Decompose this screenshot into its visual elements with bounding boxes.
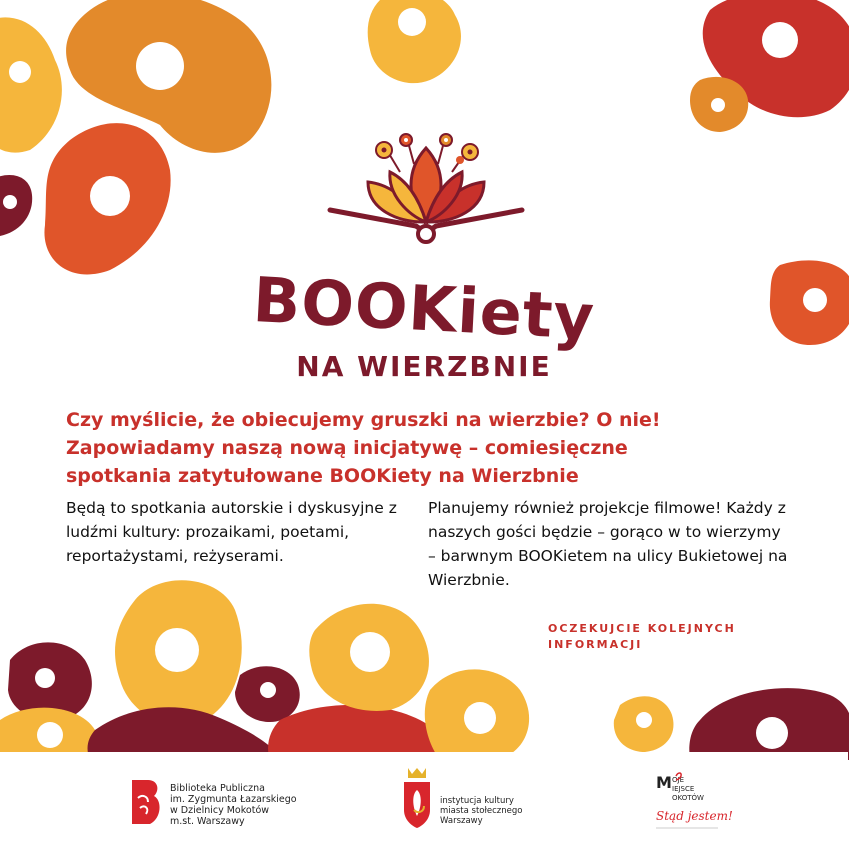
svg-text:M: M: [656, 773, 672, 792]
bouquet-book-logo: [328, 130, 524, 248]
call-to-action: OCZEKUJCIE KOLEJNYCH INFORMACJI: [548, 622, 736, 651]
top-center-flower: [368, 0, 461, 83]
flower-yellow-top-left: [0, 17, 62, 152]
svg-text:IEJSCE: IEJSCE: [672, 785, 695, 793]
svg-text:OJE: OJE: [672, 776, 684, 784]
warsaw-coat-of-arms-icon: [402, 766, 432, 828]
bottom-flowers: [0, 580, 849, 760]
warsaw-institution-text: instytucja kultury miasta stołecznego Warszawy: [440, 796, 523, 826]
intro-text: Czy myślicie, że obiecujemy gruszki na wierzbie? O nie! Zapowiadamy naszą nową inicjatywę – comiesięczne spotkania zatytułowane BOOKiety na Wierzbnie: [66, 409, 661, 487]
body-text-left: Będą to spotkania autorskie i dyskusyjne z ludźmi kultury: prozaikami, poetami, reportażystami, reżyserami.: [66, 499, 397, 565]
top-left-flowers: [0, 0, 271, 274]
moje-miejsce-mokotow-logo: [652, 770, 733, 832]
library-name: Biblioteka Publiczna im. Zygmunta Łazarskiego w Dzielnicy Mokotów m.st. Warszawy: [170, 783, 297, 827]
mokotow-slogan: Stąd jestem!: [656, 809, 733, 823]
svg-text:OKOTÓW: OKOTÓW: [672, 794, 704, 802]
title-subtitle: NA WIERZBNIE: [296, 350, 552, 383]
library-logo-icon: [128, 778, 162, 826]
body-text-right: Planujemy również projekcje filmowe! Każdy z naszych gości będzie – gorąco w to wierzymy – barwnym BOOKietem na ulicy Bukietowej na Wierzbnie.: [428, 499, 788, 589]
footer-logos: [0, 752, 848, 848]
title-main: BOOKiety: [251, 263, 597, 354]
